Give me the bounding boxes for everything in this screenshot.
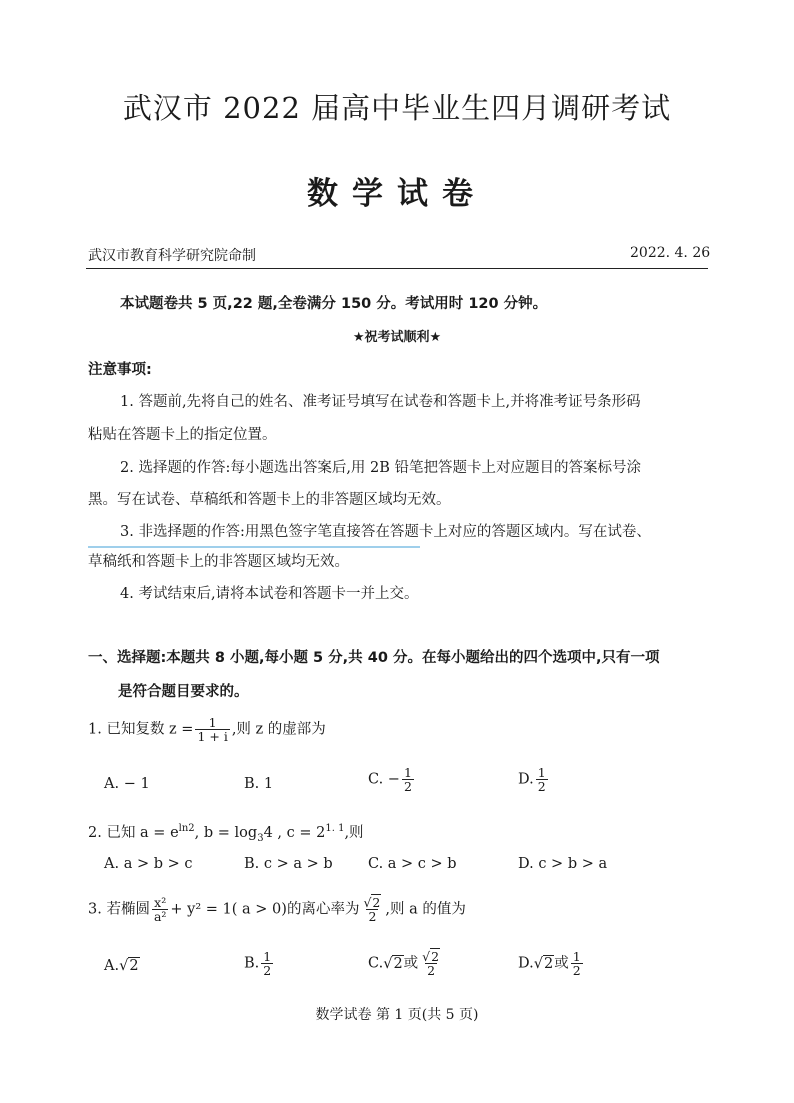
q3-prefix: 3. 若椭圆 xyxy=(88,901,150,918)
q2-mid1: , b = log xyxy=(194,825,258,841)
q1-option-b: B. 1 xyxy=(244,776,274,792)
q3-ecc-num xyxy=(361,896,383,909)
q3-suffix: ,则 a 的值为 xyxy=(385,901,466,918)
q3-option-d-rad: 2 xyxy=(543,955,554,972)
q1-option-a: A. − 1 xyxy=(104,776,150,792)
q1-option-c-label: C. − xyxy=(368,771,400,788)
note-2-line1: 2. 选择题的作答:每小题选出答案后,用 2B 铅笔把答题卡上对应题目的答案标号涂 xyxy=(120,460,642,476)
q3-option-b xyxy=(244,950,275,977)
q3-ecc-rad: 2 xyxy=(372,895,381,910)
notes-heading: 注意事项: xyxy=(88,362,152,378)
q2-suffix: ,则 xyxy=(344,825,364,841)
q3-option-d-frac xyxy=(571,950,583,977)
q1-frac-den: 1 + i xyxy=(197,729,228,745)
q3-option-c-frac-den: 2 xyxy=(427,963,436,979)
q3-option-c-rad: 2 xyxy=(393,955,403,972)
q3-option-b-label: B. xyxy=(244,955,260,972)
q1-option-d-den: 2 xyxy=(537,779,546,795)
q3-option-d-sqrt xyxy=(534,956,554,972)
section1-line1: 一、选择题:本题共 8 小题,每小题 5 分,共 40 分。在每小题给出的四个选项中,只有一项 xyxy=(88,650,660,666)
q1-frac-num: 1 xyxy=(208,715,217,730)
note-4-line1: 4. 考试结束后,请将本试卷和答题卡一并上交。 xyxy=(120,586,419,602)
note-1-line1: 1. 答题前,先将自己的姓名、准考证号填写在试卷和答题卡上,并将准考证号条形码 xyxy=(120,394,641,410)
highlight-mark xyxy=(88,546,420,548)
q3-option-b-frac xyxy=(261,950,273,977)
q3-ecc-frac xyxy=(361,896,383,923)
q2-sup-a: ln2 xyxy=(178,823,195,835)
q1-fraction xyxy=(195,716,229,743)
q3-option-a-sqrt xyxy=(119,958,139,974)
q1-option-d-frac xyxy=(536,766,548,793)
blessing: ★祝考试顺利★ xyxy=(352,330,442,345)
q3-frac-num: x² xyxy=(154,895,167,910)
q2-option-d: D. c > b > a xyxy=(518,856,608,872)
sqrt-symbol: √ xyxy=(383,955,393,972)
q3-option-d-or: 或 xyxy=(554,955,569,972)
q3-option-c-frac-num xyxy=(420,950,442,963)
q3-option-c-or: 或 xyxy=(403,955,419,972)
issuer: 武汉市教育科学研究院命制 xyxy=(88,248,256,264)
q3-option-d xyxy=(518,950,585,977)
question-2 xyxy=(88,821,364,844)
exam-date: 2022. 4. 26 xyxy=(630,245,711,261)
q3-option-c-frac-rad: 2 xyxy=(431,949,440,964)
page-footer: 数学试卷 第 1 页(共 5 页) xyxy=(315,1007,479,1023)
question-3 xyxy=(88,896,466,923)
q3-fraction xyxy=(152,896,168,923)
q1-prefix: 1. 已知复数 z = xyxy=(88,721,194,738)
q2-prefix: 2. 已知 a = e xyxy=(88,825,179,841)
q3-option-c-label: C. xyxy=(368,955,384,972)
section1-line2: 是符合题目要求的。 xyxy=(118,684,249,700)
note-2-line2: 黑。写在试卷、草稿纸和答题卡上的非答题区域均无效。 xyxy=(88,492,451,508)
q1-option-d-label: D. xyxy=(518,771,534,788)
q3-option-d-label: D. xyxy=(518,955,534,972)
q3-option-c xyxy=(368,950,444,977)
q1-option-d-num: 1 xyxy=(537,765,546,780)
q3-frac-den: a² xyxy=(153,909,167,925)
q1-option-c xyxy=(368,766,416,793)
q2-option-a: A. a > b > c xyxy=(104,856,193,872)
note-3-line1: 3. 非选择题的作答:用黑色签字笔直接答在答题卡上对应的答题区域内。写在试卷、 xyxy=(120,524,651,540)
q2-mid2: 4 , c = 2 xyxy=(263,825,326,841)
q1-option-d xyxy=(518,766,550,793)
q3-mid: + y² = 1( a > 0)的离心率为 xyxy=(170,901,360,918)
header-divider xyxy=(86,268,708,269)
q3-option-c-frac xyxy=(420,950,442,977)
q3-option-a-rad: 2 xyxy=(129,958,139,974)
q2-sup-c: 1. 1 xyxy=(325,823,345,835)
question-1 xyxy=(88,716,326,743)
sqrt-symbol: √ xyxy=(363,895,372,910)
q3-option-c-sqrt xyxy=(383,956,403,972)
q3-option-a xyxy=(104,958,140,974)
q1-option-c-den: 2 xyxy=(403,779,412,795)
q2-option-b: B. c > a > b xyxy=(244,856,333,872)
q3-option-d-den: 2 xyxy=(572,963,581,979)
exam-title: 武汉市 2022 届高中毕业生四月调研考试 xyxy=(122,91,672,125)
q3-option-b-num: 1 xyxy=(263,949,272,964)
q1-option-c-frac xyxy=(402,766,414,793)
q3-option-d-num: 1 xyxy=(572,949,581,964)
q2-sub-b: 3 xyxy=(257,832,264,844)
q3-option-a-label: A. xyxy=(104,958,120,974)
sqrt-symbol: √ xyxy=(119,958,129,974)
q1-option-c-num: 1 xyxy=(403,765,412,780)
sqrt-symbol: √ xyxy=(533,955,543,972)
q3-ecc-den: 2 xyxy=(368,909,377,925)
sqrt-symbol: √ xyxy=(422,949,431,964)
q1-suffix: ,则 z 的虚部为 xyxy=(231,721,326,738)
exam-subtitle: 数学试卷 xyxy=(307,176,487,212)
note-3-line2: 草稿纸和答题卡上的非答题区域均无效。 xyxy=(88,554,349,570)
note-1-line2: 粘贴在答题卡上的指定位置。 xyxy=(88,427,277,443)
q3-option-b-den: 2 xyxy=(263,963,272,979)
exam-summary: 本试题卷共 5 页,22 题,全卷满分 150 分。考试用时 120 分钟。 xyxy=(120,296,548,312)
q2-option-c: C. a > c > b xyxy=(368,856,457,872)
